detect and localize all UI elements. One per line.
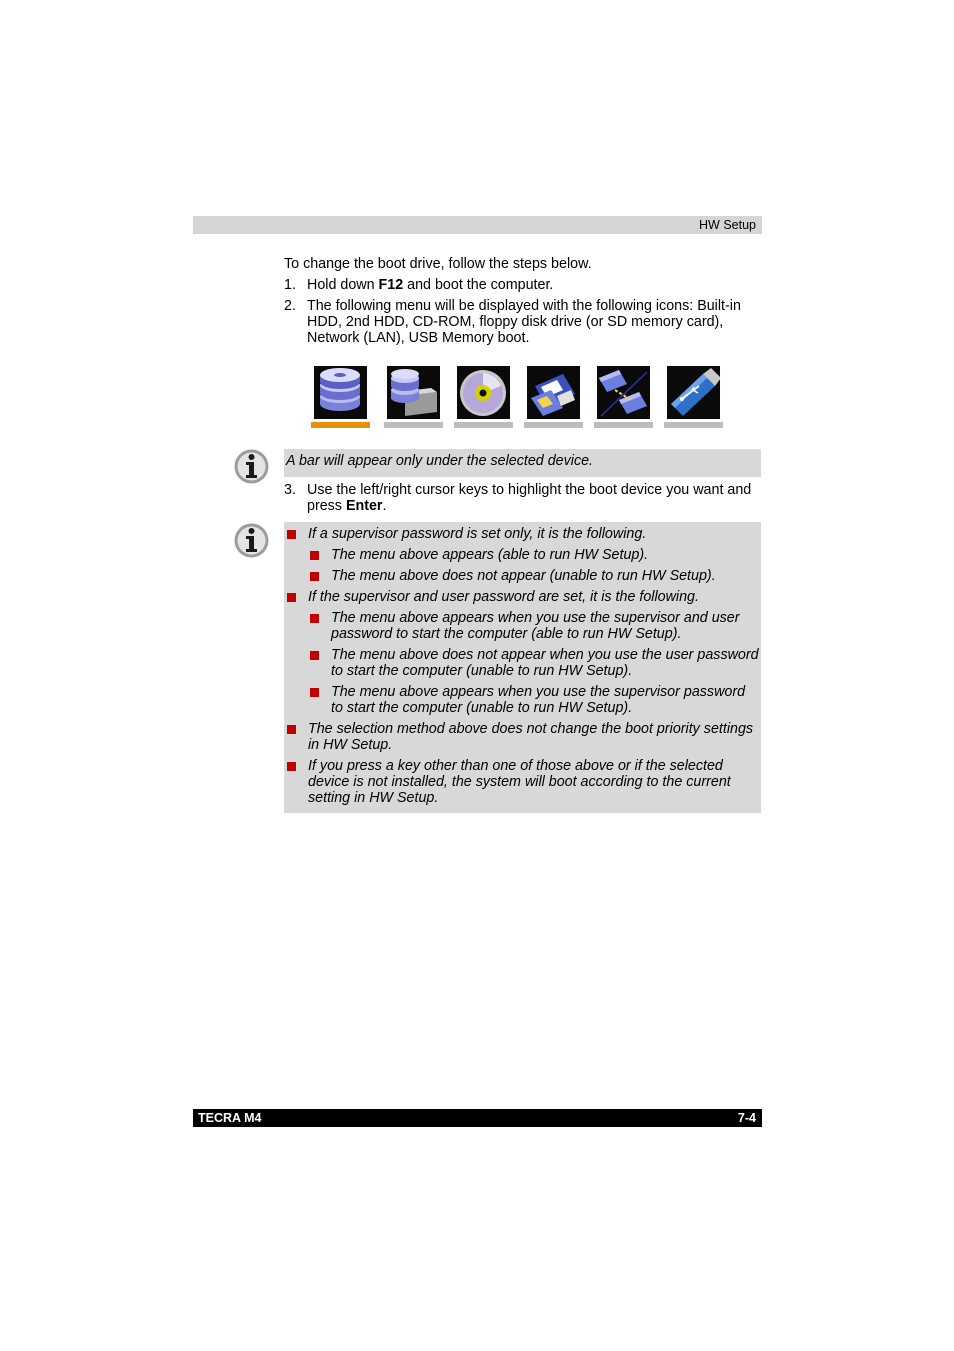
boot-device-second-hdd[interactable] xyxy=(384,366,443,430)
bullet-text: The menu above appears (able to run HW Setup). xyxy=(331,547,649,563)
step-number: 1. xyxy=(284,277,296,293)
bullet-text: If a supervisor password is set only, it is the following. xyxy=(308,526,647,542)
sub-bullet-item xyxy=(284,547,759,563)
page-footer xyxy=(193,1109,762,1127)
key-name: F12 xyxy=(378,277,404,293)
step-1 xyxy=(284,277,762,293)
key-name: Enter xyxy=(345,498,383,514)
sub-bullet-item xyxy=(284,647,759,679)
step-text: The following menu will be displayed with the following icons: Built-in HDD, 2nd HDD, CD-ROM, floppy disk drive (or SD memory card), Network (LAN), USB Memory boot. xyxy=(307,298,741,346)
bullet-square-icon xyxy=(310,651,319,660)
boot-device-floppy-sd[interactable] xyxy=(524,366,583,430)
selection-bar xyxy=(524,422,583,428)
bullet-text: The menu above does not appear (unable to run HW Setup). xyxy=(331,568,716,584)
step-number: 3. xyxy=(284,482,296,498)
step-2 xyxy=(284,298,762,346)
boot-device-cd-rom[interactable] xyxy=(454,366,513,430)
boot-device-network-lan[interactable] xyxy=(594,366,653,430)
network-lan-icon xyxy=(597,366,650,419)
selection-bar xyxy=(594,422,653,428)
boot-device-built-in-hdd[interactable] xyxy=(311,366,370,430)
step-text: and boot the computer. xyxy=(403,277,554,293)
cd-rom-icon xyxy=(457,366,510,419)
step-text: . xyxy=(382,498,387,514)
bullet-text: The selection method above does not change the boot priority settings in HW Setup. xyxy=(308,721,754,753)
second-hdd-icon xyxy=(387,366,440,419)
bullet-item xyxy=(284,589,759,605)
usb-memory-icon xyxy=(667,366,720,419)
bullet-square-icon xyxy=(287,530,296,539)
step-text: Hold down xyxy=(307,277,379,293)
bullet-text: If you press a key other than one of those above or if the selected device is not installed, the system will boot according to the current setting in HW Setup. xyxy=(308,758,731,806)
sub-bullet-item xyxy=(284,684,759,716)
bullet-text: If the supervisor and user password are set, it is the following. xyxy=(308,589,699,605)
bullet-square-icon xyxy=(287,762,296,771)
header-title: HW Setup xyxy=(699,218,756,232)
bullet-square-icon xyxy=(310,614,319,623)
boot-device-menu xyxy=(311,366,731,432)
step-3 xyxy=(284,482,762,514)
note-box xyxy=(284,522,761,813)
selection-bar xyxy=(384,422,443,428)
selection-bar xyxy=(664,422,723,428)
bullet-item xyxy=(284,721,759,753)
bullet-square-icon xyxy=(287,725,296,734)
bullet-square-icon xyxy=(310,572,319,581)
note-box xyxy=(284,449,761,477)
selection-bar xyxy=(454,422,513,428)
note-text: A bar will appear only under the selected device. xyxy=(286,453,594,469)
bullet-square-icon xyxy=(287,593,296,602)
info-icon xyxy=(233,522,270,559)
floppy-sd-card-icon xyxy=(527,366,580,419)
boot-device-usb-memory[interactable] xyxy=(664,366,723,430)
step-number: 2. xyxy=(284,298,296,314)
intro-text: To change the boot drive, follow the steps below. xyxy=(284,256,592,272)
step-text: Use the left/right cursor keys to highlight the boot device you want and press xyxy=(307,482,752,514)
page-number: 7-4 xyxy=(737,1111,756,1125)
bullet-item xyxy=(284,758,759,806)
bullet-text: The menu above appears when you use the supervisor and user password to start the computer (able to run HW Setup). xyxy=(331,610,740,642)
main-content xyxy=(284,256,762,351)
sub-bullet-item xyxy=(284,610,759,642)
bullet-square-icon xyxy=(310,688,319,697)
built-in-hdd-icon xyxy=(314,366,367,419)
bullet-square-icon xyxy=(310,551,319,560)
bullet-item xyxy=(284,526,759,542)
bullet-text: The menu above does not appear when you use the user password to start the computer (unable to run HW Setup). xyxy=(331,647,759,679)
sub-bullet-item xyxy=(284,568,759,584)
bullet-text: The menu above appears when you use the supervisor password to start the computer (unable to run HW Setup). xyxy=(331,684,746,716)
selection-bar xyxy=(311,422,370,428)
info-icon xyxy=(233,448,270,485)
page-header xyxy=(193,216,762,234)
product-name: TECRA M4 xyxy=(198,1111,262,1125)
main-content-cont xyxy=(284,482,762,519)
